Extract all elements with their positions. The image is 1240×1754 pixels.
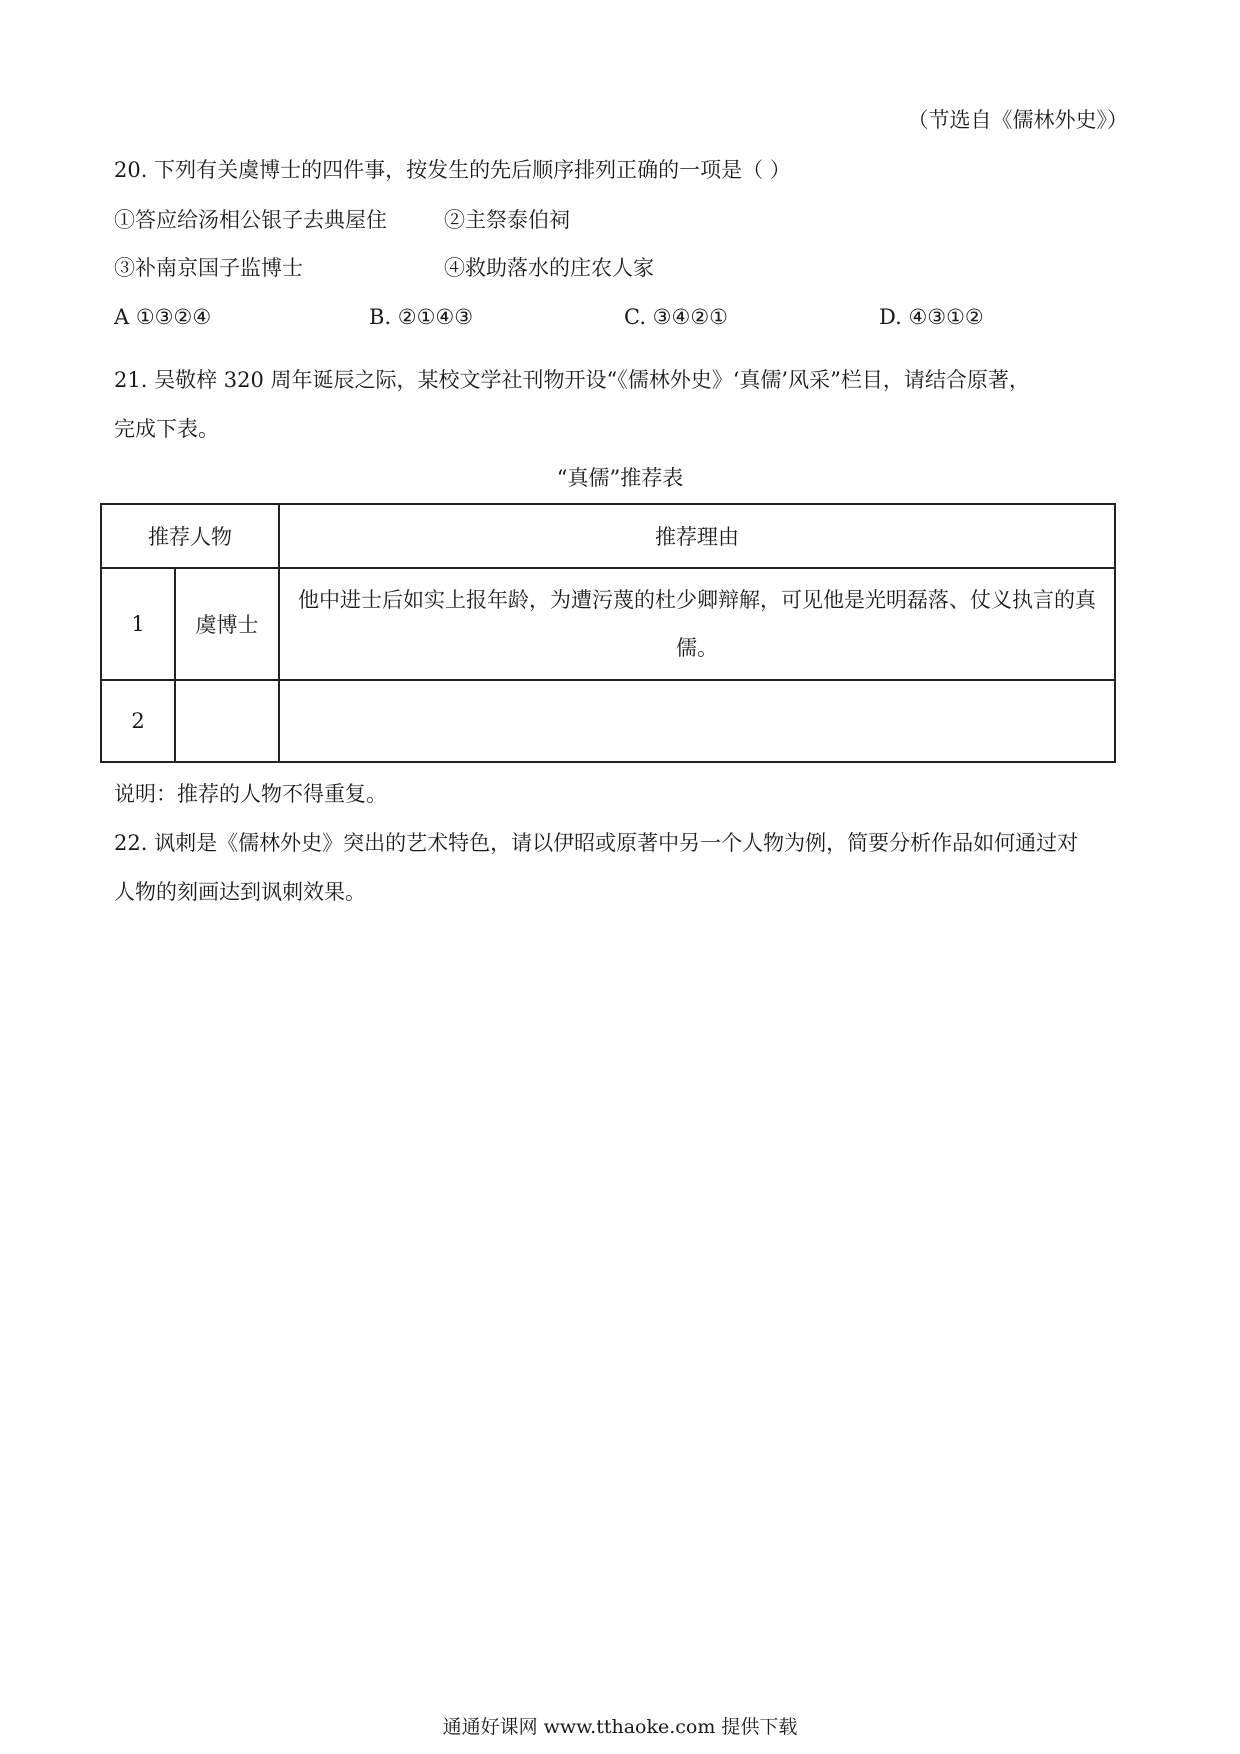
question-22-stem-line-2: 人物的刻画达到讽刺效果。 bbox=[114, 880, 366, 904]
row-number: 2 bbox=[101, 680, 175, 762]
question-20-event-1: ①答应给汤相公银子去典屋住 bbox=[114, 208, 387, 232]
row-number: 1 bbox=[101, 568, 175, 680]
question-22-stem-line-1: 22. 讽刺是《儒林外史》突出的艺术特色，请以伊昭或原著中另一个人物为例，简要分析作品如何通过对 bbox=[114, 831, 1079, 855]
question-20-choice-d: D. ④③①② bbox=[879, 305, 984, 329]
header-person: 推荐人物 bbox=[101, 504, 279, 568]
question-20-stem: 20. 下列有关虞博士的四件事，按发生的先后顺序排列正确的一项是（ ） bbox=[114, 158, 791, 182]
recommendation-table-title: “真儒”推荐表 bbox=[556, 466, 684, 490]
page-footer: 通通好课网 www.tthaoke.com 提供下载 bbox=[442, 1716, 798, 1738]
source-citation: （节选自《儒林外史》） bbox=[907, 108, 1128, 132]
row-person-blank[interactable] bbox=[175, 680, 279, 762]
question-20-event-4: ④救助落水的庄农人家 bbox=[444, 256, 654, 280]
question-20-choice-b: B. ②①④③ bbox=[369, 305, 474, 329]
table-note: 说明：推荐的人物不得重复。 bbox=[114, 782, 387, 806]
question-20-choice-c: C. ③④②① bbox=[624, 305, 728, 329]
table-row bbox=[101, 568, 1115, 680]
question-21-stem-line-2: 完成下表。 bbox=[114, 417, 219, 441]
row-reason-blank[interactable] bbox=[279, 680, 1115, 762]
question-21-stem-line-1: 21. 吴敬梓 320 周年诞辰之际，某校文学社刊物开设“《儒林外史》‘真儒’风采”栏目，请结合原著， bbox=[114, 368, 1030, 392]
question-20-event-3: ③补南京国子监博士 bbox=[114, 256, 303, 280]
header-reason: 推荐理由 bbox=[279, 504, 1115, 568]
row-reason: 他中进士后如实上报年龄，为遭污蔑的杜少卿辩解，可见他是光明磊落、仗义执言的真儒。 bbox=[279, 568, 1115, 680]
recommendation-table bbox=[100, 503, 1116, 763]
row-person: 虞博士 bbox=[175, 568, 279, 680]
table-row bbox=[101, 680, 1115, 762]
question-20-choice-a: A ①③②④ bbox=[114, 305, 212, 329]
table-header-row bbox=[101, 504, 1115, 568]
question-20-event-2: ②主祭泰伯祠 bbox=[444, 208, 570, 232]
